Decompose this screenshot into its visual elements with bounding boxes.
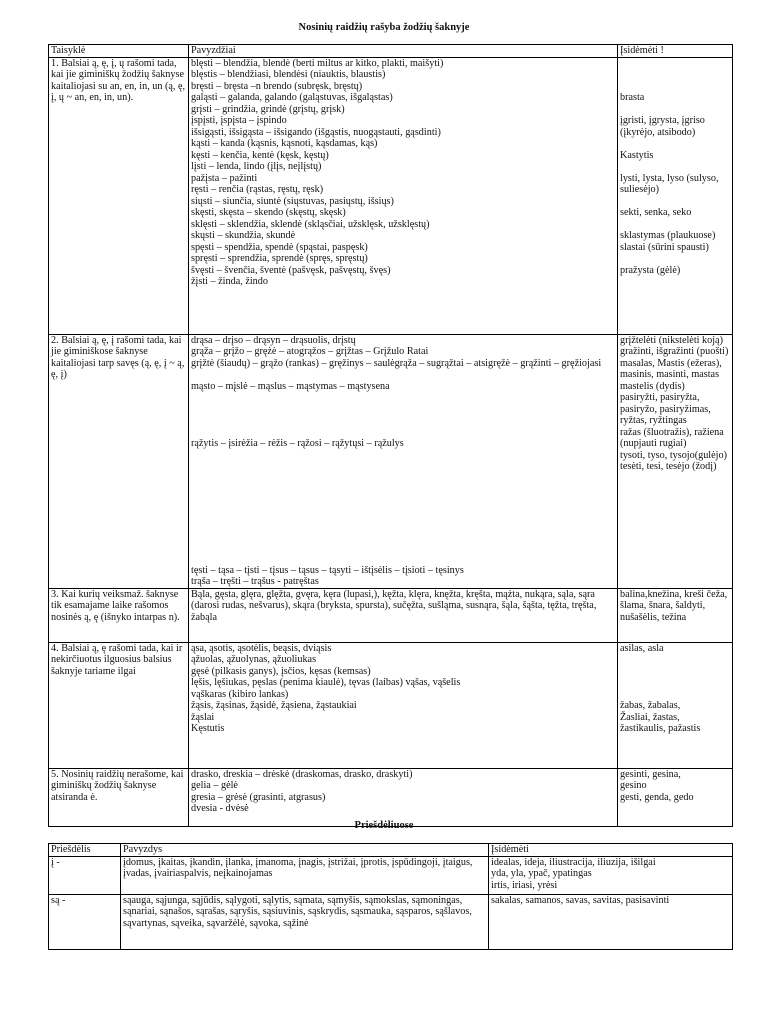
examples-cell xyxy=(189,334,618,588)
notes-cell xyxy=(618,768,733,826)
note-line: sekti, senka, seko xyxy=(620,207,692,218)
example-line: ąsa, ąsotis, ąsotėlis, beąsis, dviąsis xyxy=(191,642,332,654)
example-line: spęsti – spendžia, spendė (spąstai, paspęsk) xyxy=(191,241,368,253)
examples-cell xyxy=(189,642,618,768)
note-line: pasiryžti, pasiryžta, pasiryžo, pasiryžimas, ryžtas, ryžtingas xyxy=(620,392,711,426)
note-line: sakalas, samanos, savas, savitas, pasisavinti xyxy=(491,894,670,906)
table-row xyxy=(49,588,733,642)
table-row xyxy=(49,894,733,949)
rule-cell: 3. Kai kurių veiksmaž. šaknyse tik esamajame laike rašomos nosinės ą, ę (išnyko intarpas n). xyxy=(49,588,189,642)
section-title: Priešdėliuose xyxy=(354,820,414,831)
table-row xyxy=(49,856,733,894)
example-line: mąsto – mįslė – mąslus – mąstymas – mąstysena xyxy=(191,380,390,392)
prefix-cell: są - xyxy=(49,894,121,949)
example-line: švęsti – švenčia, šventė (pašvęsk, pašvęstų, švęs) xyxy=(191,264,391,276)
table-row xyxy=(49,768,733,826)
header-examples: Pavyzdžiai xyxy=(189,45,618,58)
example-line: gęsė (pilkasis ganys), įsčios, kęsas (kemsas) xyxy=(191,665,371,677)
example-line: blęsti – blendžia, blendė (berti miltus ar kitko, plakti, maišyti) xyxy=(191,57,444,69)
example-line: grįsti – grindžia, grindė (grįstų, grįsk) xyxy=(191,103,345,115)
example-line: lįsti – lenda, lindo (įlįs, neįlįstų) xyxy=(191,161,322,172)
note-line: sklastymas (plaukuose) xyxy=(620,230,716,241)
note-line: tysoti, tyso, tysojo(gulėjo) xyxy=(620,449,727,461)
note-line: Žasliai, žastas, xyxy=(620,711,680,723)
example-line: grįžtė (šiaudų) – grąžo (rankas) – gręžinys – saulėgrąža – sugrąžtai – atsigręžė – grąžinti – gręžiojasi xyxy=(191,357,602,369)
note-line: ražas (šluotražis), ražiena (nupjauti rugiai) xyxy=(620,426,724,449)
example-line: kąsti – kanda (kąsnis, kąsnoti, kąsdamas, kąs) xyxy=(191,138,378,149)
note-line: irtis, iriasi, yrėsi xyxy=(491,879,558,891)
header-rule: Taisyklė xyxy=(49,45,189,58)
note-line: žastikaulis, pažastis xyxy=(620,723,701,734)
header-example: Pavyzdys xyxy=(121,844,489,857)
example-line: tęsti – tąsa – tįsti – tįsus – tąsus – tąsyti – ištįsėlis – tįsioti – tęsinys xyxy=(191,564,464,576)
rule-cell: 5. Nosinių raidžių nerašome, kai giminiškų žodžių šaknyse atsiranda ė. xyxy=(49,768,189,826)
example-line: ręsti – renčia (rąstas, ręstų, ręsk) xyxy=(191,184,324,195)
table-row xyxy=(49,334,733,588)
example-line: drąsa – drįso – drąsyn – drąsuolis, drįstų xyxy=(191,334,356,346)
note-line: gesti, genda, gedo xyxy=(620,791,694,803)
example-line: įspįsti, įspįsta – įspindo xyxy=(191,115,287,126)
notes-cell xyxy=(618,57,733,334)
notes-cell xyxy=(489,894,733,949)
example-line: sklęsti – sklendžia, sklendė (skląsčiai, užsklęsk, užsklęstų) xyxy=(191,218,430,230)
examples-cell xyxy=(189,57,618,334)
rule-cell: 1. Balsiai ą, ę, į, ų rašomi tada, kai jie giminiškų žodžių šaknyse kaitaliojasi su an, en, in, un (ą, ę, į, ų ~ an, en, in, un). xyxy=(49,57,189,334)
examples-cell: Bąla, gęsta, glęra, glęžta, gvęra, kęra (lupasi,), kęžta, klęra, knęžta, kręšta, mążta, nukąra, sąla, sąra (darosi rudas, nešvarus), skąra (bryksta, spursta), sučęžta, sušląma, susnąra, šąla, šąšta, tęžta, tręšta, žabąla xyxy=(189,588,618,642)
examples-cell: įdomus, įkaitas, įkandin, įlanka, įmanoma, įnagis, įstrižai, įprotis, įspūdingoji, įtaigus, įvadas, įvairiaspalvis, neįkainojamas xyxy=(121,856,489,894)
notes-cell xyxy=(618,642,733,768)
main-table xyxy=(48,44,733,827)
page-title: Nosinių raidžių rašyba žodžių šaknyje xyxy=(298,22,470,33)
example-line: ąžuolas, ąžuolynas, ąžuoliukas xyxy=(191,654,317,665)
example-line: bręsti – bręsta –n brendo (subręsk, bręstų) xyxy=(191,80,363,92)
example-line: dvesia - dvėsė xyxy=(191,803,249,814)
example-line: žąsis, žąsinas, žąsidė, žąsiena, žąstaukiai xyxy=(191,700,357,711)
rule-cell: 2. Balsiai ą, ę, į rašomi tada, kai jie giminiškose šaknyse kaitaliojasi tarp savęs (ą, ę, į ~ ą, ę, į) xyxy=(49,334,189,588)
note-line: idealas, ideja, iliustracija, iliuzija, išilgai xyxy=(491,856,656,868)
example-line: gresia – grėsė (grasinti, atgrasus) xyxy=(191,791,326,803)
notes-cell xyxy=(618,334,733,588)
example-line: drasko, dreskia – drėskė (draskomas, drasko, draskyti) xyxy=(191,768,413,780)
example-line: blęstis – blendžiasi, blendėsi (niauktis, blaustis) xyxy=(191,69,386,80)
example-line: grąža – grįžo – grężė – atogrąžos – grįžtas – Grįžulo Ratai xyxy=(191,346,429,357)
example-line: skęsti, skęsta – skendo (skęstų, skęsk) xyxy=(191,207,346,218)
example-line: žąslai xyxy=(191,711,215,723)
header-prefix: Priešdėlis xyxy=(49,844,121,857)
prefix-table xyxy=(48,843,733,950)
example-line: trąša – tręšti – trąšus - patręštas xyxy=(191,576,319,587)
note-line: gesinti, gesina, xyxy=(620,768,681,780)
note-line: lysti, lysta, lyso (sulyso, suliesėjo) xyxy=(620,172,719,195)
example-line: Kęstutis xyxy=(191,723,225,734)
table-header-row xyxy=(49,45,733,58)
table-row xyxy=(49,57,733,334)
notes-cell: balina,knežina, kreši čeža, šlama, šnara, šaldyti, nušašėlis, težina xyxy=(618,588,733,642)
note-line: grįžtelėti (nikstelėti koją) xyxy=(620,334,723,346)
example-line: pažįsta – pažinti xyxy=(191,172,258,184)
note-line: slastai (sūrini spausti) xyxy=(620,241,709,253)
note-line: Kastytis xyxy=(620,149,654,161)
note-line: masalas, Mastis (ežeras), masinis, masinti, mastas mastelis (dydis) xyxy=(620,357,722,392)
note-line: žabas, žabalas, xyxy=(620,700,681,711)
table-header-row xyxy=(49,844,733,857)
table-row xyxy=(49,642,733,768)
note-line: tesėti, tesi, tesėjo (žodį) xyxy=(620,461,717,472)
example-line: rąžytis – įsirėžia – rėžis – rąžosi – rąžytųsi – rąžulys xyxy=(191,438,404,449)
example-line: lęšis, lęšiukas, pęslas (penima kiaulė), tęvas (laibas) vąšas, vąšelis xyxy=(191,677,461,688)
note-line: asilas, asla xyxy=(620,642,664,654)
header-notes: Įsidėmėti ! xyxy=(618,45,733,58)
examples-cell: sąauga, sąjunga, sąjūdis, sąlygoti, sąlytis, sąmata, sąmyšis, sąmokslas, sąmoningas, sąnariai, sąnašos, sąrašas, sąryšis, sąsiuvinis, sąskrydis, sąsmauka, sąsparos, sąšlavos, sąvartynas, sąveika, sąvaržėlė, sąvoka, sąžinė xyxy=(121,894,489,949)
note-line: yda, yla, ypač, ypatingas xyxy=(491,868,592,879)
note-line: gražinti, išgražinti (puošti) xyxy=(620,346,729,357)
example-line: gelia – gėlė xyxy=(191,780,238,791)
prefix-cell: į - xyxy=(49,856,121,894)
note-line: gesino xyxy=(620,780,647,791)
rule-cell: 4. Balsiai ą, ę rašomi tada, kai ir nekirčiuotus ilguosius balsius šaknyje tariame ilgai xyxy=(49,642,189,768)
example-line: kęsti – kenčia, kentė (kęsk, kęstų) xyxy=(191,149,329,161)
note-line: brasta xyxy=(620,92,645,103)
notes-cell xyxy=(489,856,733,894)
example-line: išsigąsti, išsigąsta – išsigando (išgąstis, nuogąstauti, gąsdinti) xyxy=(191,126,441,138)
example-line: skųsti – skundžia, skundė xyxy=(191,230,296,241)
example-line: galąsti – galanda, galando (galąstuvas, išgaląstas) xyxy=(191,92,393,103)
note-line: pražysta (gėlė) xyxy=(620,264,681,276)
note-line: įgristi, įgrysta, įgriso (įkyrėjo, atsibodo) xyxy=(620,115,705,138)
example-line: spręsti – sprendžia, sprendė (spręs, spręstų) xyxy=(191,253,368,264)
examples-cell xyxy=(189,768,618,826)
header-notes: Įsidėmėti xyxy=(489,844,733,857)
example-line: siųsti – siunčia, siuntė (siųstuvas, pasiųstų, išsiųs) xyxy=(191,195,394,207)
example-line: žįsti – žinda, žindo xyxy=(191,276,268,287)
example-line: vąškaras (kibiro lankas) xyxy=(191,688,289,700)
